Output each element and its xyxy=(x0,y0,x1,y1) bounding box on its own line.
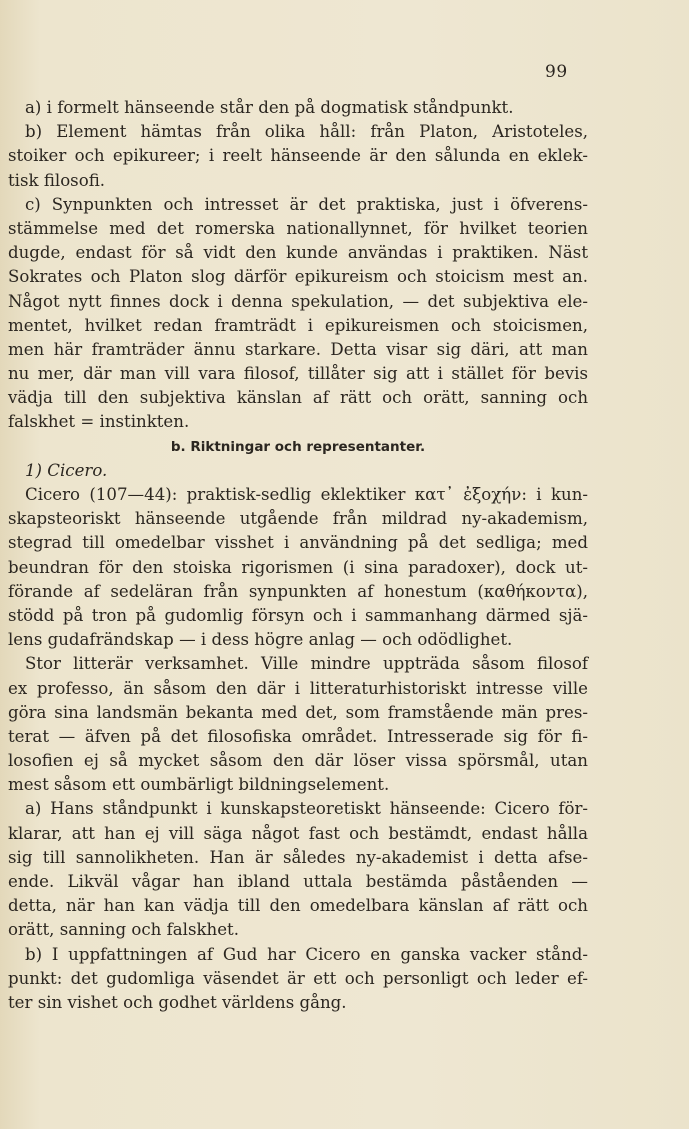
text-line: lens gudafrändskap — i dess högre anlag — och odödlighet. xyxy=(8,630,513,650)
text-line: Sokrates och Platon slog därför epikureism och stoicism mest an. xyxy=(8,267,588,287)
text-line: a) Hans ståndpunkt i kunskapsteoretiskt hänseende: Cicero för- xyxy=(25,799,588,819)
page-number: 99 xyxy=(545,62,568,82)
text-line: ende. Likväl vågar han ibland uttala bestämda påståenden — xyxy=(8,872,588,891)
text-line: klarar, att han ej vill säga något fast och bestämdt, endast hålla xyxy=(8,823,588,843)
text-line: sig till sannolikheten. Han är således ny-akademist i detta afse- xyxy=(8,847,588,867)
text-line: göra sina landsmän bekanta med det, som framstående män pres- xyxy=(8,702,588,722)
body-text xyxy=(8,96,588,1015)
text-line: beundran för den stoiska rigorismen (i sina paradoxer), dock ut- xyxy=(8,557,588,577)
text-line: ter sin vishet och godhet världens gång. xyxy=(8,992,347,1012)
text-line: stegrad till omedelbar visshet i användning på det sedliga; med xyxy=(8,533,588,553)
section-heading: b. Riktningar och representanter. xyxy=(170,438,426,455)
text-line: detta, när han kan vädja till den omedelbara känslan af rätt och xyxy=(8,896,588,916)
text-line: falskhet = instinkten. xyxy=(8,412,190,432)
text-line: stödd på tron på gudomlig försyn och i sammanhang därmed sjä- xyxy=(8,605,588,625)
text-line: vädja till den subjektiva känslan af rätt och orätt, sanning och xyxy=(8,388,588,408)
text-line: dugde, endast för så vidt den kunde användas i praktiken. Näst xyxy=(8,243,588,263)
text-line: losofien ej så mycket såsom den där löser vissa spörsmål, utan xyxy=(8,751,588,771)
text-line: c) Synpunkten och intresset är det praktiska, just i öfverens- xyxy=(25,194,588,214)
text-line: stämmelse med det romerska nationallynnet, för hvilket teorien xyxy=(8,218,588,238)
text-line: punkt: det gudomliga väsendet är ett och personligt och leder ef- xyxy=(8,968,588,988)
text-line: Cicero (107—44): praktisk-sedlig eklektiker κατ᾽ ἐξοχήν: i kun- xyxy=(25,485,588,504)
text-line: Något nytt finnes dock i denna spekulation, — det subjektiva ele- xyxy=(8,291,588,311)
text-line: mentet, hvilket redan framträdt i epikureismen och stoicismen, xyxy=(8,315,588,335)
text-line: a) i formelt hänseende står den på dogmatisk ståndpunkt. xyxy=(25,98,514,117)
text-line: nu mer, där man vill vara filosof, tillåter sig att i stället för bevis xyxy=(8,364,588,384)
text-line: Stor litterär verksamhet. Ville mindre uppträda såsom filosof xyxy=(25,654,588,674)
text-line: tisk filosofi. xyxy=(8,170,106,190)
text-line: 1) Cicero. xyxy=(25,460,108,480)
text-line: stoiker och epikureer; i reelt hänseende är den sålunda en eklek- xyxy=(8,146,588,166)
text-line: b) I uppfattningen af Gud har Cicero en ganska vacker stånd- xyxy=(25,944,588,964)
text-line: skapsteoriskt hänseende utgående från mildrad ny-akademism, xyxy=(8,509,588,529)
text-line: ex professo, än såsom den där i litteraturhistoriskt intresse ville xyxy=(8,678,588,698)
text-line: b) Element hämtas från olika håll: från Platon, Aristoteles, xyxy=(25,122,588,142)
text-line: men här framträder ännu starkare. Detta visar sig däri, att man xyxy=(8,339,588,359)
text-line: mest såsom ett oumbärligt bildningselement. xyxy=(8,775,390,795)
text-line: förande af sedeläran från synpunkten af honestum (καθήκοντα), xyxy=(8,581,588,601)
text-line: terat — äfven på det filosofiska området. Intresserade sig för fi- xyxy=(8,726,588,746)
text-line: orätt, sanning och falskhet. xyxy=(8,920,239,940)
